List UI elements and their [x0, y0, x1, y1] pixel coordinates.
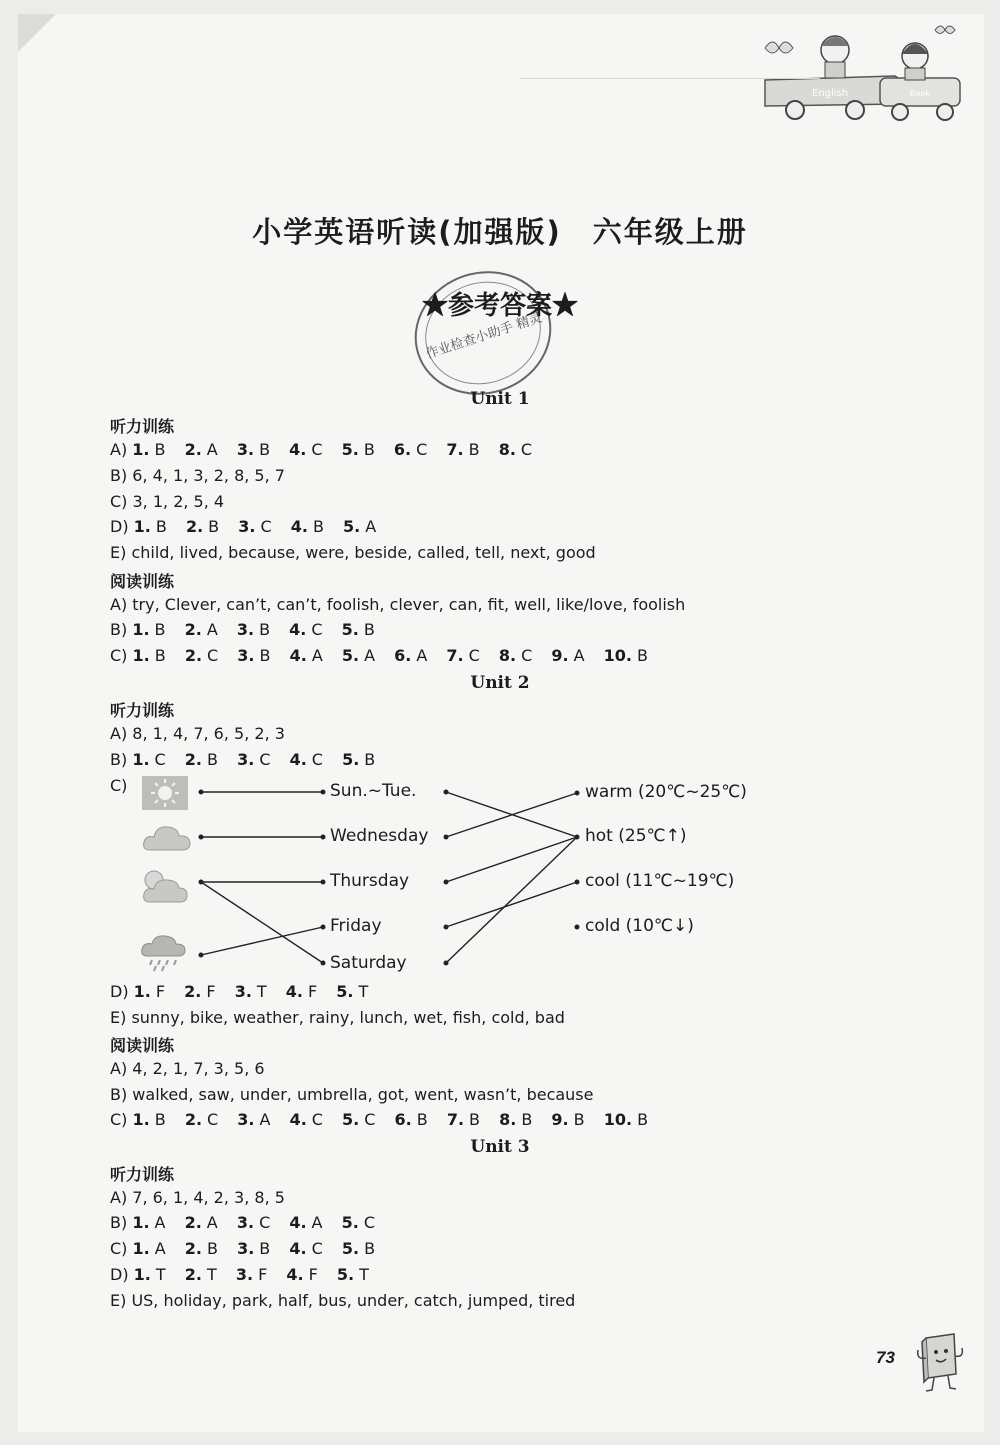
item-answer: B — [154, 1110, 166, 1129]
item-answer: A — [311, 646, 323, 665]
item-number: 4. — [286, 1265, 304, 1284]
u2-listening-a: A) 8, 1, 4, 7, 6, 5, 2, 3 — [110, 724, 285, 743]
u2-listening-d — [110, 982, 382, 1001]
item-answer: C — [207, 1110, 219, 1129]
item-answer: F — [155, 982, 166, 1001]
item-answer: B — [364, 750, 376, 769]
item-answer: B — [636, 646, 648, 665]
item-answer: B — [208, 517, 220, 536]
item-number: 2. — [184, 440, 202, 459]
book-mascot-icon — [912, 1330, 968, 1396]
row-label: D) — [110, 517, 129, 536]
u2-listening-e: E) sunny, bike, weather, rainy, lunch, wet, fish, cold, bad — [110, 1008, 565, 1027]
item-number: 4. — [285, 982, 303, 1001]
item-number: 5. — [343, 517, 361, 536]
item-answer: B — [154, 646, 166, 665]
item-number: 5. — [336, 982, 354, 1001]
item-number: 5. — [336, 1265, 355, 1284]
item-answer: B — [259, 1239, 271, 1258]
u2-listening-title: 听力训练 — [110, 701, 175, 720]
item-number: 2. — [185, 517, 204, 536]
item-answer: B — [469, 1110, 481, 1129]
item-answer: C — [416, 440, 428, 459]
item-answer: B — [573, 1110, 585, 1129]
item-answer: T — [155, 1265, 166, 1284]
item-answer: T — [206, 1265, 217, 1284]
row-label: C) — [110, 1239, 128, 1258]
item-answer: C — [364, 1110, 376, 1129]
u2-reading-c — [110, 1110, 662, 1129]
item-number: 1. — [132, 440, 150, 459]
item-number: 3. — [237, 750, 255, 769]
item-number: 9. — [551, 1110, 569, 1129]
item-answer: C — [311, 440, 323, 459]
item-number: 1. — [132, 646, 150, 665]
item-number: 1. — [133, 982, 151, 1001]
match-line — [446, 882, 577, 927]
item-number: 2. — [184, 1239, 202, 1258]
day-friday: Friday — [330, 916, 382, 936]
item-number: 4. — [289, 440, 307, 459]
item-answer: F — [308, 982, 318, 1001]
item-number: 3. — [238, 517, 256, 536]
item-number: 2. — [184, 620, 202, 639]
item-answer: A — [416, 646, 428, 665]
item-answer: C — [521, 646, 533, 665]
item-number: 4. — [289, 646, 307, 665]
item-answer: A — [154, 1239, 166, 1258]
item-answer: F — [308, 1265, 318, 1284]
item-number: 3. — [235, 1265, 254, 1284]
u1-listening-title: 听力训练 — [110, 417, 175, 436]
u1-reading-title: 阅读训练 — [110, 572, 175, 591]
u2-reading-title: 阅读训练 — [110, 1036, 175, 1055]
row-label: C) — [110, 646, 128, 665]
item-number: 4. — [289, 1110, 307, 1129]
item-number: 5. — [341, 620, 359, 639]
unit-3-heading: Unit 3 — [470, 1137, 530, 1157]
item-number: 7. — [446, 1110, 465, 1129]
row-label: B) — [110, 750, 128, 769]
u3-listening-b — [110, 1213, 389, 1232]
item-number: 3. — [236, 620, 255, 639]
item-answer: B — [637, 1110, 649, 1129]
item-number: 1. — [132, 1110, 150, 1129]
stamp-text: 作业检查小助手 精灵 — [424, 310, 545, 363]
u1-listening-c: C) 3, 1, 2, 5, 4 — [110, 492, 225, 511]
item-answer: A — [206, 440, 218, 459]
row-label: B) — [110, 1213, 128, 1232]
u1-listening-e: E) child, lived, because, were, beside, called, tell, next, good — [110, 543, 596, 562]
item-answer: T — [358, 982, 369, 1001]
item-answer: C — [311, 1239, 323, 1258]
match-line — [446, 837, 577, 882]
item-answer: T — [256, 982, 267, 1001]
u2-reading-b: B) walked, saw, under, umbrella, got, went, wasn’t, because — [110, 1085, 594, 1104]
illustration-word-english: English — [812, 88, 849, 99]
item-number: 5. — [341, 440, 359, 459]
temp-hot: hot (25℃↑) — [585, 826, 687, 846]
temp-warm: warm (20℃~25℃) — [585, 782, 747, 802]
item-number: 3. — [234, 982, 252, 1001]
item-number: 3. — [237, 1110, 255, 1129]
item-number: 4. — [289, 1239, 307, 1258]
item-number: 1. — [132, 1213, 150, 1232]
item-answer: C — [468, 646, 480, 665]
item-number: 6. — [394, 1110, 412, 1129]
item-number: 5. — [341, 1213, 359, 1232]
item-number: 5. — [341, 646, 360, 665]
temp-cool: cool (11℃~19℃) — [585, 871, 735, 891]
item-number: 2. — [184, 646, 203, 665]
item-answer: A — [154, 1213, 166, 1232]
row-label: D) — [110, 982, 129, 1001]
item-number: 10. — [603, 1110, 633, 1129]
item-answer: C — [259, 1213, 271, 1232]
item-answer: C — [363, 1213, 375, 1232]
row-label: B) — [110, 620, 128, 639]
day-wednesday: Wednesday — [330, 826, 429, 846]
match-line — [446, 837, 577, 963]
item-answer: A — [206, 1213, 218, 1232]
item-answer: A — [364, 646, 376, 665]
item-number: 1. — [132, 620, 150, 639]
item-answer: C — [520, 440, 533, 459]
row-label: A) — [110, 440, 128, 459]
item-number: 3. — [237, 646, 255, 665]
item-answer: B — [155, 517, 167, 536]
item-answer: A — [311, 1213, 323, 1232]
item-answer: B — [363, 440, 375, 459]
item-answer: C — [154, 750, 166, 769]
item-number: 8. — [498, 646, 517, 665]
item-number: 6. — [393, 440, 412, 459]
item-number: 3. — [236, 1213, 255, 1232]
item-number: 2. — [184, 1110, 203, 1129]
item-number: 6. — [394, 646, 412, 665]
item-answer: B — [259, 440, 271, 459]
u3-listening-c — [110, 1239, 389, 1258]
item-answer: B — [363, 620, 375, 639]
day-saturday: Saturday — [330, 953, 407, 973]
item-answer: B — [259, 620, 271, 639]
item-answer: B — [312, 517, 324, 536]
row-label: C) — [110, 1110, 128, 1129]
item-number: 8. — [498, 440, 516, 459]
item-answer: B — [521, 1110, 533, 1129]
item-number: 7. — [446, 440, 464, 459]
item-number: 2. — [184, 982, 202, 1001]
item-number: 1. — [133, 1265, 151, 1284]
item-number: 4. — [290, 517, 308, 536]
item-answer: B — [364, 1239, 376, 1258]
item-answer: B — [154, 620, 166, 639]
item-number: 7. — [446, 646, 464, 665]
item-number: 9. — [551, 646, 569, 665]
item-number: 2. — [184, 1265, 202, 1284]
u3-listening-title: 听力训练 — [110, 1165, 175, 1184]
item-number: 2. — [184, 1213, 202, 1232]
item-number: 5. — [342, 750, 360, 769]
item-answer: B — [207, 750, 218, 769]
item-answer: T — [359, 1265, 369, 1284]
illustration-word-book: Book — [910, 89, 930, 98]
u2-reading-a: A) 4, 2, 1, 7, 3, 5, 6 — [110, 1059, 265, 1078]
u3-listening-d — [110, 1265, 383, 1284]
day-thursday: Thursday — [330, 871, 410, 891]
item-number: 1. — [132, 750, 150, 769]
item-answer: B — [468, 440, 480, 459]
item-number: 2. — [184, 750, 203, 769]
item-answer: C — [259, 750, 271, 769]
item-answer: B — [207, 1239, 218, 1258]
page-number: 73 — [876, 1348, 895, 1367]
item-answer: B — [416, 1110, 428, 1129]
item-answer: C — [260, 517, 272, 536]
item-answer: A — [573, 646, 585, 665]
item-answer: F — [258, 1265, 268, 1284]
unit-2-heading: Unit 2 — [470, 673, 530, 693]
item-answer: C — [207, 646, 219, 665]
item-answer: C — [311, 1110, 323, 1129]
item-number: 3. — [236, 440, 255, 459]
item-answer: C — [311, 620, 323, 639]
row-label: D) — [110, 1265, 129, 1284]
item-number: 4. — [289, 750, 307, 769]
item-answer: A — [259, 1110, 271, 1129]
temp-cold: cold (10℃↓) — [585, 916, 694, 936]
item-answer: B — [154, 440, 166, 459]
item-answer: C — [311, 750, 323, 769]
u1-reading-a: A) try, Clever, can’t, can’t, foolish, clever, can, fit, well, like/love, foolish — [110, 595, 686, 614]
item-number: 5. — [341, 1239, 360, 1258]
u3-listening-a: A) 7, 6, 1, 4, 2, 3, 8, 5 — [110, 1188, 285, 1207]
unit-1-heading: Unit 1 — [470, 389, 530, 409]
u1-listening-b: B) 6, 4, 1, 3, 2, 8, 5, 7 — [110, 466, 285, 485]
u2-listening-c-label: C) — [110, 776, 128, 795]
item-number: 8. — [499, 1110, 517, 1129]
dot-temp — [575, 925, 580, 930]
answer-key-subtitle: ★参考答案★ — [421, 291, 578, 321]
item-number: 4. — [289, 1213, 307, 1232]
item-number: 1. — [133, 517, 151, 536]
item-answer: A — [206, 620, 218, 639]
item-number: 4. — [289, 620, 307, 639]
item-number: 5. — [342, 1110, 360, 1129]
item-number: 3. — [237, 1239, 255, 1258]
item-number: 10. — [603, 646, 632, 665]
day-sun-tue: Sun.~Tue. — [330, 781, 417, 801]
page-title: 小学英语听读(加强版) 六年级上册 — [252, 215, 748, 249]
u3-listening-e: E) US, holiday, park, half, bus, under, catch, jumped, tired — [110, 1291, 576, 1310]
item-answer: B — [259, 646, 271, 665]
item-answer: F — [206, 982, 216, 1001]
item-number: 1. — [132, 1239, 150, 1258]
item-answer: A — [365, 517, 377, 536]
